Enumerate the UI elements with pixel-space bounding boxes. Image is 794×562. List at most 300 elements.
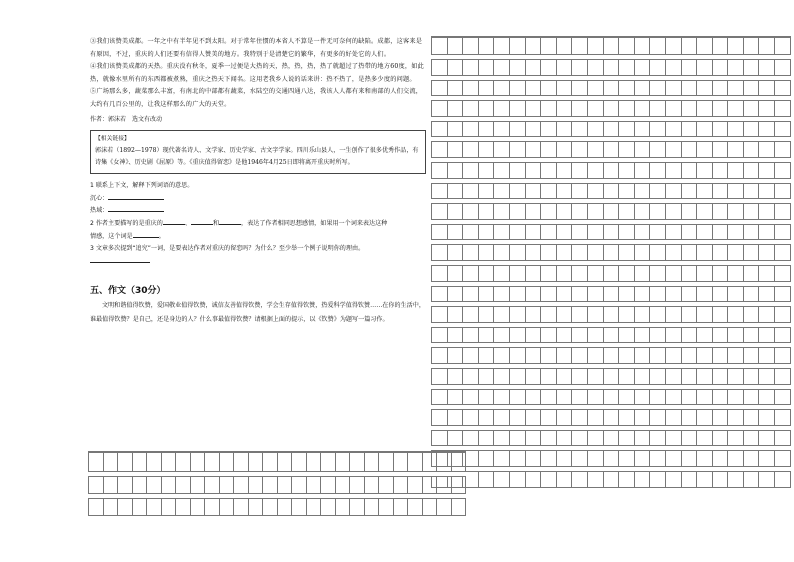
grid-cell[interactable]: [463, 119, 479, 140]
grid-cell[interactable]: [665, 119, 681, 140]
grid-cell[interactable]: [132, 452, 147, 474]
grid-cell[interactable]: [634, 345, 650, 366]
grid-cell[interactable]: [650, 98, 666, 119]
grid-cell[interactable]: [556, 469, 572, 490]
grid-cell[interactable]: [408, 474, 423, 496]
grid-cell[interactable]: [650, 263, 666, 284]
grid-cell[interactable]: [509, 57, 525, 78]
grid-cell[interactable]: [437, 452, 452, 474]
grid-cell[interactable]: [525, 263, 541, 284]
grid-cell[interactable]: [432, 181, 448, 202]
grid-cell[interactable]: [463, 284, 479, 305]
grid-cell[interactable]: [603, 263, 619, 284]
grid-cell[interactable]: [650, 366, 666, 387]
grid-cell[interactable]: [463, 242, 479, 263]
grid-cell[interactable]: [478, 263, 494, 284]
grid-cell[interactable]: [525, 37, 541, 58]
grid-cell[interactable]: [379, 474, 394, 496]
grid-cell[interactable]: [587, 139, 603, 160]
grid-cell[interactable]: [509, 428, 525, 449]
grid-cell[interactable]: [494, 139, 510, 160]
grid-cell[interactable]: [277, 452, 292, 474]
grid-cell[interactable]: [728, 407, 744, 428]
grid-cell[interactable]: [775, 263, 791, 284]
grid-cell[interactable]: [147, 452, 162, 474]
grid-cell[interactable]: [509, 222, 525, 243]
grid-cell[interactable]: [422, 496, 437, 518]
grid-cell[interactable]: [525, 428, 541, 449]
grid-cell[interactable]: [463, 98, 479, 119]
grid-cell[interactable]: [463, 304, 479, 325]
grid-cell[interactable]: [364, 452, 379, 474]
grid-cell[interactable]: [681, 181, 697, 202]
grid-cell[interactable]: [306, 474, 321, 496]
grid-cell[interactable]: [556, 242, 572, 263]
grid-cell[interactable]: [775, 37, 791, 58]
grid-cell[interactable]: [478, 284, 494, 305]
grid-cell[interactable]: [572, 78, 588, 99]
grid-cell[interactable]: [634, 407, 650, 428]
grid-cell[interactable]: [759, 304, 775, 325]
grid-cell[interactable]: [525, 201, 541, 222]
grid-cell[interactable]: [712, 222, 728, 243]
grid-cell[interactable]: [650, 201, 666, 222]
grid-cell[interactable]: [665, 201, 681, 222]
grid-cell[interactable]: [712, 366, 728, 387]
grid-cell[interactable]: [509, 160, 525, 181]
grid-cell[interactable]: [712, 284, 728, 305]
grid-cell[interactable]: [587, 57, 603, 78]
grid-cell[interactable]: [728, 242, 744, 263]
essay-grid-right[interactable]: [431, 36, 791, 492]
grid-cell[interactable]: [697, 325, 713, 346]
grid-cell[interactable]: [494, 119, 510, 140]
grid-cell[interactable]: [478, 160, 494, 181]
grid-cell[interactable]: [463, 345, 479, 366]
grid-cell[interactable]: [697, 448, 713, 469]
grid-cell[interactable]: [432, 345, 448, 366]
grid-cell[interactable]: [478, 345, 494, 366]
grid-cell[interactable]: [587, 78, 603, 99]
grid-cell[interactable]: [650, 78, 666, 99]
grid-cell[interactable]: [190, 452, 205, 474]
grid-cell[interactable]: [478, 98, 494, 119]
grid-cell[interactable]: [494, 407, 510, 428]
grid-cell[interactable]: [681, 325, 697, 346]
grid-cell[interactable]: [775, 78, 791, 99]
grid-cell[interactable]: [681, 284, 697, 305]
grid-cell[interactable]: [572, 428, 588, 449]
grid-cell[interactable]: [650, 160, 666, 181]
grid-cell[interactable]: [603, 181, 619, 202]
grid-cell[interactable]: [292, 496, 307, 518]
grid-cell[interactable]: [759, 57, 775, 78]
grid-cell[interactable]: [541, 160, 557, 181]
grid-cell[interactable]: [321, 474, 336, 496]
grid-cell[interactable]: [478, 448, 494, 469]
grid-cell[interactable]: [509, 469, 525, 490]
grid-cell[interactable]: [743, 448, 759, 469]
grid-cell[interactable]: [681, 222, 697, 243]
grid-cell[interactable]: [176, 496, 191, 518]
grid-cell[interactable]: [509, 181, 525, 202]
grid-cell[interactable]: [234, 474, 249, 496]
grid-cell[interactable]: [292, 474, 307, 496]
grid-cell[interactable]: [248, 496, 263, 518]
grid-cell[interactable]: [587, 325, 603, 346]
grid-cell[interactable]: [681, 242, 697, 263]
grid-cell[interactable]: [89, 452, 104, 474]
grid-cell[interactable]: [292, 452, 307, 474]
grid-cell[interactable]: [541, 469, 557, 490]
grid-cell[interactable]: [712, 448, 728, 469]
grid-cell[interactable]: [556, 37, 572, 58]
grid-cell[interactable]: [650, 119, 666, 140]
grid-cell[interactable]: [541, 407, 557, 428]
grid-cell[interactable]: [775, 345, 791, 366]
grid-cell[interactable]: [634, 98, 650, 119]
grid-cell[interactable]: [775, 325, 791, 346]
grid-cell[interactable]: [619, 98, 635, 119]
grid-cell[interactable]: [478, 37, 494, 58]
grid-cell[interactable]: [393, 474, 408, 496]
grid-cell[interactable]: [665, 428, 681, 449]
grid-cell[interactable]: [712, 119, 728, 140]
grid-cell[interactable]: [697, 304, 713, 325]
grid-cell[interactable]: [478, 222, 494, 243]
grid-cell[interactable]: [556, 222, 572, 243]
grid-cell[interactable]: [447, 139, 463, 160]
grid-cell[interactable]: [494, 284, 510, 305]
grid-cell[interactable]: [572, 407, 588, 428]
grid-cell[interactable]: [665, 242, 681, 263]
grid-cell[interactable]: [728, 284, 744, 305]
grid-cell[interactable]: [759, 469, 775, 490]
grid-cell[interactable]: [463, 78, 479, 99]
grid-cell[interactable]: [118, 496, 133, 518]
grid-cell[interactable]: [478, 242, 494, 263]
grid-cell[interactable]: [619, 181, 635, 202]
grid-cell[interactable]: [619, 448, 635, 469]
grid-cell[interactable]: [509, 98, 525, 119]
grid-cell[interactable]: [775, 160, 791, 181]
grid-cell[interactable]: [665, 345, 681, 366]
grid-cell[interactable]: [350, 496, 365, 518]
grid-cell[interactable]: [603, 469, 619, 490]
grid-cell[interactable]: [775, 139, 791, 160]
grid-cell[interactable]: [509, 325, 525, 346]
grid-cell[interactable]: [432, 139, 448, 160]
grid-cell[interactable]: [509, 263, 525, 284]
grid-cell[interactable]: [556, 428, 572, 449]
grid-cell[interactable]: [447, 222, 463, 243]
grid-cell[interactable]: [634, 78, 650, 99]
grid-cell[interactable]: [775, 181, 791, 202]
grid-cell[interactable]: [603, 98, 619, 119]
grid-cell[interactable]: [603, 428, 619, 449]
grid-cell[interactable]: [743, 325, 759, 346]
grid-cell[interactable]: [681, 469, 697, 490]
grid-cell[interactable]: [743, 284, 759, 305]
grid-cell[interactable]: [494, 345, 510, 366]
grid-cell[interactable]: [463, 387, 479, 408]
grid-cell[interactable]: [432, 263, 448, 284]
grid-cell[interactable]: [572, 201, 588, 222]
grid-cell[interactable]: [103, 452, 118, 474]
grid-cell[interactable]: [603, 366, 619, 387]
grid-cell[interactable]: [541, 242, 557, 263]
grid-cell[interactable]: [587, 284, 603, 305]
grid-cell[interactable]: [176, 452, 191, 474]
grid-cell[interactable]: [619, 428, 635, 449]
grid-cell[interactable]: [364, 496, 379, 518]
grid-cell[interactable]: [634, 469, 650, 490]
grid-cell[interactable]: [432, 407, 448, 428]
grid-cell[interactable]: [587, 469, 603, 490]
grid-cell[interactable]: [463, 201, 479, 222]
grid-cell[interactable]: [408, 496, 423, 518]
grid-cell[interactable]: [408, 452, 423, 474]
grid-cell[interactable]: [422, 452, 437, 474]
grid-cell[interactable]: [665, 284, 681, 305]
grid-cell[interactable]: [665, 407, 681, 428]
grid-cell[interactable]: [634, 119, 650, 140]
grid-cell[interactable]: [634, 242, 650, 263]
grid-cell[interactable]: [205, 474, 220, 496]
grid-cell[interactable]: [759, 160, 775, 181]
grid-cell[interactable]: [494, 98, 510, 119]
grid-cell[interactable]: [161, 496, 176, 518]
grid-cell[interactable]: [447, 98, 463, 119]
grid-cell[interactable]: [572, 304, 588, 325]
grid-cell[interactable]: [619, 222, 635, 243]
grid-cell[interactable]: [759, 345, 775, 366]
grid-cell[interactable]: [759, 242, 775, 263]
grid-cell[interactable]: [432, 78, 448, 99]
grid-cell[interactable]: [478, 119, 494, 140]
grid-cell[interactable]: [697, 263, 713, 284]
grid-cell[interactable]: [681, 201, 697, 222]
grid-cell[interactable]: [775, 304, 791, 325]
grid-cell[interactable]: [665, 469, 681, 490]
grid-cell[interactable]: [556, 304, 572, 325]
grid-cell[interactable]: [775, 98, 791, 119]
grid-cell[interactable]: [556, 139, 572, 160]
grid-cell[interactable]: [743, 263, 759, 284]
grid-cell[interactable]: [478, 78, 494, 99]
answer-blank[interactable]: [163, 218, 185, 225]
grid-cell[interactable]: [759, 387, 775, 408]
grid-cell[interactable]: [665, 222, 681, 243]
grid-cell[interactable]: [665, 78, 681, 99]
grid-cell[interactable]: [587, 222, 603, 243]
grid-cell[interactable]: [587, 345, 603, 366]
grid-cell[interactable]: [743, 222, 759, 243]
grid-cell[interactable]: [364, 474, 379, 496]
grid-cell[interactable]: [432, 325, 448, 346]
grid-cell[interactable]: [743, 407, 759, 428]
grid-cell[interactable]: [587, 387, 603, 408]
grid-cell[interactable]: [697, 78, 713, 99]
grid-cell[interactable]: [634, 366, 650, 387]
grid-cell[interactable]: [681, 57, 697, 78]
grid-cell[interactable]: [634, 181, 650, 202]
grid-cell[interactable]: [634, 37, 650, 58]
grid-cell[interactable]: [103, 496, 118, 518]
grid-cell[interactable]: [712, 98, 728, 119]
grid-cell[interactable]: [432, 387, 448, 408]
grid-cell[interactable]: [759, 325, 775, 346]
grid-cell[interactable]: [572, 222, 588, 243]
grid-cell[interactable]: [556, 407, 572, 428]
grid-cell[interactable]: [422, 474, 437, 496]
grid-cell[interactable]: [697, 37, 713, 58]
grid-cell[interactable]: [728, 304, 744, 325]
grid-cell[interactable]: [759, 428, 775, 449]
grid-cell[interactable]: [665, 160, 681, 181]
grid-cell[interactable]: [432, 98, 448, 119]
grid-cell[interactable]: [572, 160, 588, 181]
grid-cell[interactable]: [494, 37, 510, 58]
grid-cell[interactable]: [697, 119, 713, 140]
grid-cell[interactable]: [650, 304, 666, 325]
grid-cell[interactable]: [634, 387, 650, 408]
grid-cell[interactable]: [665, 181, 681, 202]
answer-blank[interactable]: [219, 218, 241, 225]
grid-cell[interactable]: [634, 304, 650, 325]
grid-cell[interactable]: [743, 387, 759, 408]
grid-cell[interactable]: [759, 448, 775, 469]
grid-cell[interactable]: [572, 139, 588, 160]
grid-cell[interactable]: [525, 139, 541, 160]
grid-cell[interactable]: [248, 452, 263, 474]
grid-cell[interactable]: [509, 304, 525, 325]
grid-cell[interactable]: [350, 474, 365, 496]
grid-cell[interactable]: [447, 201, 463, 222]
grid-cell[interactable]: [556, 345, 572, 366]
grid-cell[interactable]: [759, 181, 775, 202]
grid-cell[interactable]: [494, 201, 510, 222]
grid-cell[interactable]: [665, 325, 681, 346]
grid-cell[interactable]: [277, 474, 292, 496]
grid-cell[interactable]: [432, 57, 448, 78]
grid-cell[interactable]: [650, 448, 666, 469]
grid-cell[interactable]: [556, 366, 572, 387]
grid-cell[interactable]: [650, 387, 666, 408]
grid-cell[interactable]: [335, 496, 350, 518]
grid-cell[interactable]: [432, 284, 448, 305]
grid-cell[interactable]: [509, 366, 525, 387]
grid-cell[interactable]: [743, 78, 759, 99]
grid-cell[interactable]: [335, 452, 350, 474]
grid-cell[interactable]: [132, 496, 147, 518]
grid-cell[interactable]: [572, 37, 588, 58]
grid-cell[interactable]: [556, 160, 572, 181]
grid-cell[interactable]: [665, 37, 681, 58]
grid-cell[interactable]: [494, 78, 510, 99]
grid-cell[interactable]: [759, 263, 775, 284]
grid-cell[interactable]: [759, 119, 775, 140]
grid-cell[interactable]: [205, 452, 220, 474]
grid-cell[interactable]: [728, 222, 744, 243]
grid-cell[interactable]: [587, 263, 603, 284]
grid-cell[interactable]: [603, 304, 619, 325]
grid-cell[interactable]: [712, 37, 728, 58]
grid-cell[interactable]: [681, 160, 697, 181]
grid-cell[interactable]: [447, 284, 463, 305]
grid-cell[interactable]: [393, 496, 408, 518]
grid-cell[interactable]: [190, 496, 205, 518]
grid-cell[interactable]: [697, 181, 713, 202]
grid-cell[interactable]: [556, 448, 572, 469]
grid-cell[interactable]: [603, 242, 619, 263]
grid-cell[interactable]: [509, 78, 525, 99]
grid-cell[interactable]: [118, 474, 133, 496]
grid-cell[interactable]: [603, 160, 619, 181]
grid-cell[interactable]: [743, 119, 759, 140]
grid-cell[interactable]: [525, 98, 541, 119]
grid-cell[interactable]: [572, 98, 588, 119]
grid-cell[interactable]: [712, 201, 728, 222]
grid-cell[interactable]: [603, 387, 619, 408]
grid-cell[interactable]: [619, 263, 635, 284]
grid-cell[interactable]: [603, 57, 619, 78]
grid-cell[interactable]: [619, 345, 635, 366]
grid-cell[interactable]: [335, 474, 350, 496]
grid-cell[interactable]: [712, 242, 728, 263]
grid-cell[interactable]: [587, 119, 603, 140]
grid-cell[interactable]: [775, 242, 791, 263]
grid-cell[interactable]: [743, 304, 759, 325]
grid-cell[interactable]: [463, 263, 479, 284]
grid-cell[interactable]: [161, 452, 176, 474]
grid-cell[interactable]: [478, 428, 494, 449]
grid-cell[interactable]: [650, 469, 666, 490]
grid-cell[interactable]: [759, 284, 775, 305]
grid-cell[interactable]: [681, 98, 697, 119]
grid-cell[interactable]: [728, 119, 744, 140]
grid-cell[interactable]: [437, 496, 452, 518]
grid-cell[interactable]: [306, 452, 321, 474]
grid-cell[interactable]: [712, 160, 728, 181]
grid-cell[interactable]: [681, 119, 697, 140]
grid-cell[interactable]: [572, 242, 588, 263]
grid-cell[interactable]: [759, 78, 775, 99]
grid-cell[interactable]: [712, 263, 728, 284]
grid-cell[interactable]: [728, 366, 744, 387]
grid-cell[interactable]: [451, 496, 466, 518]
grid-cell[interactable]: [525, 222, 541, 243]
grid-cell[interactable]: [463, 407, 479, 428]
grid-cell[interactable]: [697, 407, 713, 428]
grid-cell[interactable]: [619, 407, 635, 428]
grid-cell[interactable]: [743, 98, 759, 119]
grid-cell[interactable]: [603, 345, 619, 366]
grid-cell[interactable]: [728, 469, 744, 490]
grid-cell[interactable]: [541, 284, 557, 305]
grid-cell[interactable]: [541, 139, 557, 160]
grid-cell[interactable]: [572, 325, 588, 346]
grid-cell[interactable]: [494, 304, 510, 325]
grid-cell[interactable]: [681, 139, 697, 160]
grid-cell[interactable]: [619, 160, 635, 181]
grid-cell[interactable]: [572, 181, 588, 202]
grid-cell[interactable]: [697, 201, 713, 222]
grid-cell[interactable]: [478, 407, 494, 428]
grid-cell[interactable]: [321, 496, 336, 518]
grid-cell[interactable]: [350, 452, 365, 474]
grid-cell[interactable]: [650, 407, 666, 428]
